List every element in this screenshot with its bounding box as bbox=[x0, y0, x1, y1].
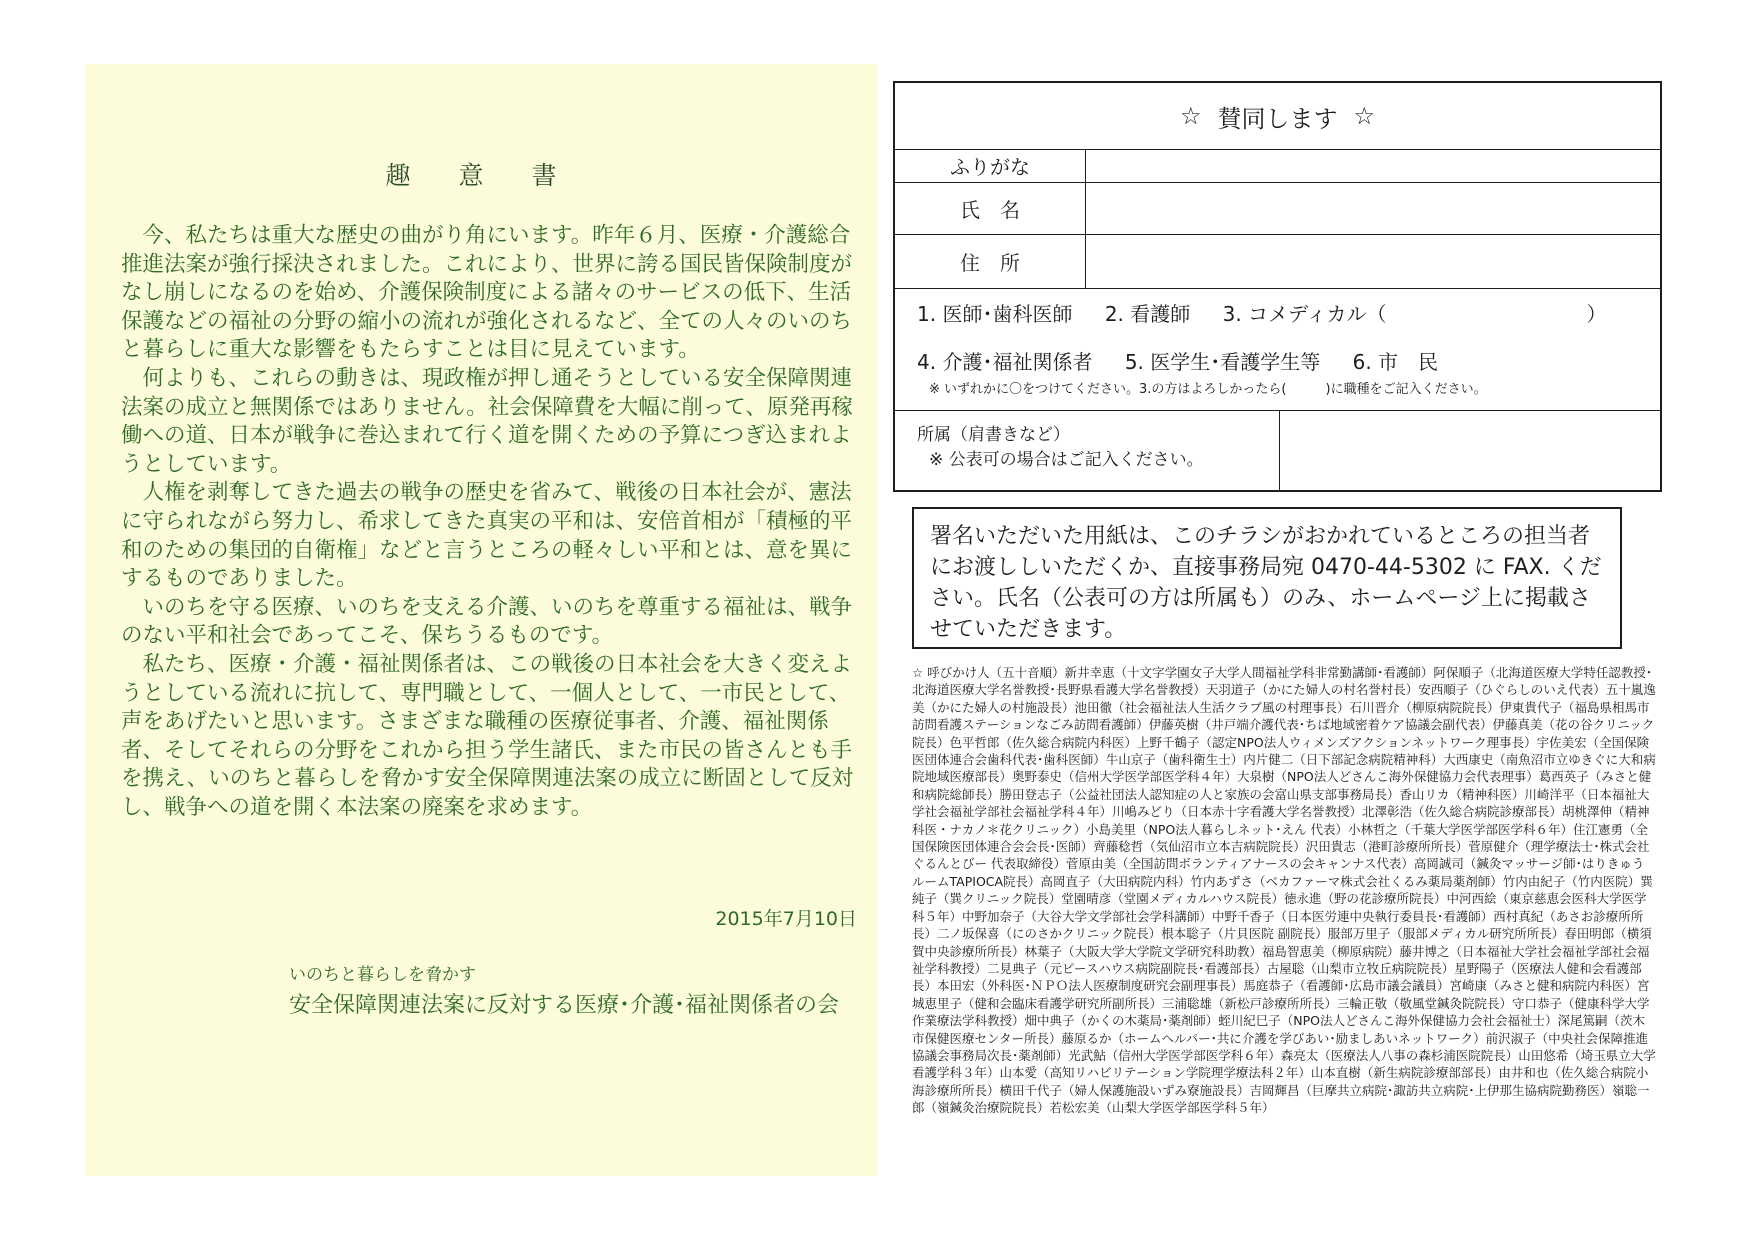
form-title-text: 賛同します bbox=[1217, 104, 1338, 133]
prospectus-paragraph: 私たち、医療・介護・福祉関係者は、この戦後の日本社会を大きく変えようとしている流れに抗して、専門職として、一個人として、一市民として、声をあげたいと思います。さまざまな職種の医療従事者、介護、福祉関係者、そしてそれらの分野をこれから担う学生諸氏、また市民の皆さんとも手を携え、いのちと暮らしを脅かす安全保障関連法案の成立に断固として反対し、戦争への道を開く本法案の廃案を求めます。 bbox=[121, 651, 854, 820]
star-icon: ☆ bbox=[1179, 102, 1202, 130]
furigana-row bbox=[895, 149, 1660, 183]
furigana-label: ふりがな bbox=[895, 149, 1086, 182]
prospectus-title: 趣 意 書 bbox=[385, 161, 577, 190]
address-label: 住 所 bbox=[895, 234, 1086, 288]
callers-roster: ☆ 呼びかけ人（五十音順）新井幸恵（十文字学園女子大学人間福祉学科非常勤講師･看護師）阿保順子（北海道医療大学特任認教授･北海道医療大学名誉教授･長野県看護大学名誉教授）天羽道子（かにた婦人の村名誉村長）安西順子（ひぐらしのいえ代表）五十嵐逸美（かにた婦人の村施設長）池田徹（社会福祉法人生活クラブ風の村理事長）石川晋介（柳原病院院長）伊東貴代子（福島県相馬市 訪問看護ステーションなごみ訪問看護師）伊藤英樹（井戸端介護代表･ちば地域密着ケア協議会副代表）伊藤真美（花の谷クリニック院長）色平哲郎（佐久総合病院内科医）上野千鶴子（認定NPO法人ウィメンズアクションネットワーク理事長）宇佐美宏（全国保険医団体連合会歯科代表･歯科医師）牛山京子（歯科衛生士）内片健二（日下部記念病院精神科）大西康史（南魚沼市立ゆきぐに大和病院地域医療部長）奥野泰史（信州大学医学部医学科４年）大泉樹（NPO法人どさんこ海外保健協力会代表理事）葛西英子（みさと健和病院総師長）勝田登志子（公益社団法人認知症の人と家族の会富山県支部事務局長）香山リカ（精神科医）川崎洋平（日本福祉大学社会福祉学部社会福祉学科４年）川嶋みどり（日本赤十字看護大学名誉教授）北澤彰浩（佐久総合病院診療部長）胡桃澤伸（精神科医・ナカノ＊花クリニック）小島美里（NPO法人暮らしネット･えん 代表）小林哲之（千葉大学医学部医学科６年）住江憲勇（全国保険医団体連合会会長･医師）齊藤稔哲（気仙沼市立本吉病院院長）沢田貴志（港町診療所所長）菅原健介（理学療法士･株式会社ぐるんとびー 代表取締役）菅原由美（全国訪問ボランティアナースの会キャンナス代表）高岡誠司（鍼灸マッサージ師･はりきゅうルームTAPIOCA院長）高岡直子（大田病院内科）竹内あずさ（ベカファーマ株式会社くるみ薬局薬剤師）竹内由紀子（竹内医院）巽純子（巽クリニック院長）堂園晴彦（堂園メディカルハウス院長）徳永進（野の花診療所院長）中河西絵（東京慈恵会医科大学医学科５年）中野加奈子（大谷大学文学部社会学科講師）中野千香子（日本医労連中央執行委員長･看護師）西村真紀（あさお診療所所長）二ノ坂保喜（にのさかクリニック院長）根本聡子（片貝医院 副院長）服部万里子（服部メディカル研究所所長）春田明郎（横須賀中央診療所所長）林葉子（大阪大学大学院文学研究科助教）福島智恵美（柳原病院）藤井博之（日本福祉大学社会福祉学部社会福祉学科教授）二見典子（元ピースハウス病院副院長･看護部長）古屋聡（山梨市立牧丘病院院長）星野陽子（医療法人健和会看護部長）本田宏（外科医･ＮＰＯ法人医療制度研究会副理事長）馬庭恭子（看護師･広島市議会議員）宮崎康（みさと健和病院内科医）宮城恵里子（健和会臨床看護学研究所副所長）三浦聡雄（新松戸診療所所長）三輪正敬（敬風堂鍼灸院院長）守口恭子（健康科学大学作業療法学科教授）畑中典子（かくの木薬局･薬剤師）蛭川紀巳子（NPO法人どさんこ海外保健協力会社会福祉士）深尾篤嗣（茨木市保健医療センター所長）藤原るか（ホームヘルパー･共に介護を学びあい･励ましあいネットワーク）前沢淑子（中央社会保障推進協議会事務局次長･薬剤師）光武鮎（信州大学医学部医学科６年）森亮太（医療法人八事の森杉浦医院院長）山田悠希（埼玉県立大学看護学科３年）山本愛（高知リハビリテーション学院理学療法科２年）山本直樹（新生病院診療部部長）由井和也（佐久総合病院小海診療所所長）横田千代子（婦人保護施設いずみ寮施設長）吉岡輝昌（巨摩共立病院･諏訪共立病院･上伊那生協病院勤務医）嶺聡一郎（嶺鍼灸治療院院長）若松宏美（山梨大学医学部医学科５年） bbox=[912, 665, 1656, 1116]
category-note: ※ いずれかに〇をつけてください。3.の方はよろしかったら( )に職種をご記入ください。 bbox=[929, 382, 1487, 397]
prospectus-panel bbox=[85, 64, 877, 1176]
organization-subtitle: いのちと暮らしを脅かす bbox=[289, 965, 476, 985]
name-label: 氏 名 bbox=[895, 182, 1086, 234]
category-line-2 bbox=[917, 346, 1464, 375]
affiliation-row bbox=[895, 410, 1660, 492]
address-row bbox=[895, 234, 1660, 289]
category-line-1 bbox=[917, 298, 1632, 327]
prospectus-paragraph: いのちを守る医療、いのちを支える介護、いのちを尊重する福祉は、戦争のない平和社会であってこそ、保ちうるものです。 bbox=[121, 594, 853, 649]
prospectus-paragraph: 人権を剥奪してきた過去の戦争の歴史を省みて、戦後の日本社会が、憲法に守られながら努力し、希求してきた真実の平和は、安倍首相が「積極的平和のための集団的自衛権」などと言うところの軽々しい平和とは、意を異にするものでありました。 bbox=[121, 480, 853, 592]
prospectus-body bbox=[121, 222, 855, 822]
category-option[interactable]: 4. 介護･福祉関係者 bbox=[917, 350, 1093, 374]
affiliation-note: ※ 公表可の場合はご記入ください。 bbox=[929, 450, 1204, 470]
submission-notice: 署名いただいた用紙は、このチラシがおかれているところの担当者にお渡ししいただくか、直接事務局宛 0470-44-5302 に FAX. ください。氏名（公表可の方は所属も）のみ、ホームページ上に掲載させていただきます。 bbox=[912, 507, 1622, 649]
name-row bbox=[895, 182, 1660, 235]
affiliation-label: 所属（肩書きなど） bbox=[917, 425, 1070, 445]
prospectus-paragraph: 何よりも、これらの動きは、現政権が押し通そうとしている安全保障関連法案の成立と無関係ではありません。社会保障費を大幅に削って、原発再稼働への道、日本が戦争に巻込まれて行く道を開くための予算につぎ込まれようとしています。 bbox=[121, 365, 853, 477]
category-option[interactable]: 2. 看護師 bbox=[1104, 302, 1191, 326]
category-option[interactable]: 3. コメディカル（ ） bbox=[1222, 302, 1607, 326]
star-icon: ☆ bbox=[1353, 102, 1376, 130]
affiliation-field[interactable] bbox=[1280, 410, 1660, 492]
category-option[interactable]: 5. 医学生･看護学生等 bbox=[1124, 350, 1321, 374]
category-row bbox=[895, 288, 1660, 411]
endorsement-form bbox=[893, 81, 1662, 492]
name-field[interactable] bbox=[1086, 182, 1660, 234]
category-option[interactable]: 1. 医師･歯科医師 bbox=[917, 302, 1073, 326]
category-option[interactable]: 6. 市 民 bbox=[1352, 350, 1439, 374]
affiliation-label-cell bbox=[895, 410, 1280, 492]
address-field[interactable] bbox=[1086, 234, 1660, 288]
form-title bbox=[895, 83, 1660, 150]
prospectus-paragraph: 今、私たちは重大な歴史の曲がり角にいます。昨年６月、医療・介護総合推進法案が強行採決されました。これにより、世界に誇る国民皆保険制度がなし崩しになるのを始め、介護保険制度による諸々のサービスの低下、生活保護などの福祉の分野の縮小の流れが強化されるなど、全ての人々のいのちと暮らしに重大な影響をもたらすことは目に見えています。 bbox=[121, 223, 853, 363]
organization-name: 安全保障関連法案に反対する医療･介護･福祉関係者の会 bbox=[289, 993, 840, 1018]
furigana-field[interactable] bbox=[1086, 149, 1660, 182]
prospectus-date: 2015年7月10日 bbox=[715, 908, 857, 930]
